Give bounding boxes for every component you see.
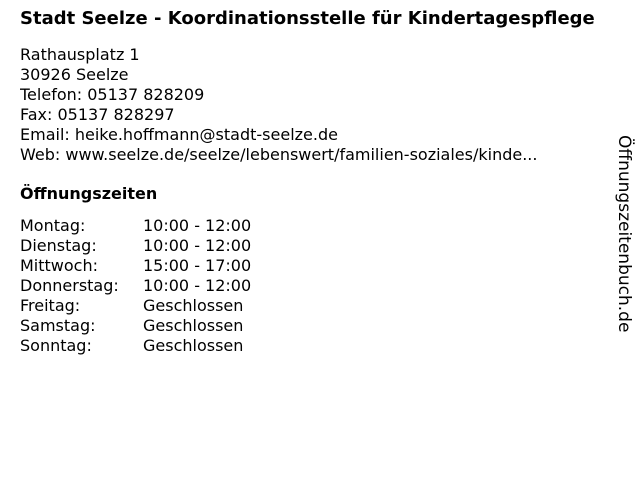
hours-row (20, 236, 610, 256)
address-block (20, 45, 610, 165)
hours-row (20, 296, 610, 316)
hours-day: Freitag: (20, 296, 81, 315)
hours-day: Dienstag: (20, 236, 97, 255)
fax-line: Fax: 05137 828297 (20, 105, 175, 124)
hours-day: Montag: (20, 216, 86, 235)
hours-time: 15:00 - 17:00 (143, 256, 252, 275)
hours-table (20, 216, 610, 356)
hours-day: Mittwoch: (20, 256, 98, 275)
hours-time: 10:00 - 12:00 (143, 236, 252, 255)
hours-day: Samstag: (20, 316, 96, 335)
hours-day: Sonntag: (20, 336, 92, 355)
hours-time: Geschlossen (143, 296, 244, 315)
hours-heading: Öffnungszeiten (20, 184, 158, 203)
hours-row (20, 276, 610, 296)
hours-row (20, 336, 610, 356)
content (20, 9, 610, 356)
address-street: Rathausplatz 1 (20, 45, 140, 64)
email-line[interactable]: Email: heike.hoffmann@stadt-seelze.de (20, 125, 338, 144)
hours-row (20, 216, 610, 236)
hours-row (20, 316, 610, 336)
hours-time: 10:00 - 12:00 (143, 216, 252, 235)
web-line[interactable]: Web: www.seelze.de/seelze/lebenswert/familien-soziales/kinde... (20, 145, 538, 164)
address-city: 30926 Seelze (20, 65, 129, 84)
hours-time: 10:00 - 12:00 (143, 276, 252, 295)
page-title: Stadt Seelze - Koordinationsstelle für Kindertagespflege (20, 8, 595, 29)
hours-time: Geschlossen (143, 316, 244, 335)
hours-day: Donnerstag: (20, 276, 119, 295)
hours-time: Geschlossen (143, 336, 244, 355)
phone-line: Telefon: 05137 828209 (20, 85, 205, 104)
brand-watermark: Öffnungszeitenbuch.de (614, 135, 634, 333)
hours-row (20, 256, 610, 276)
